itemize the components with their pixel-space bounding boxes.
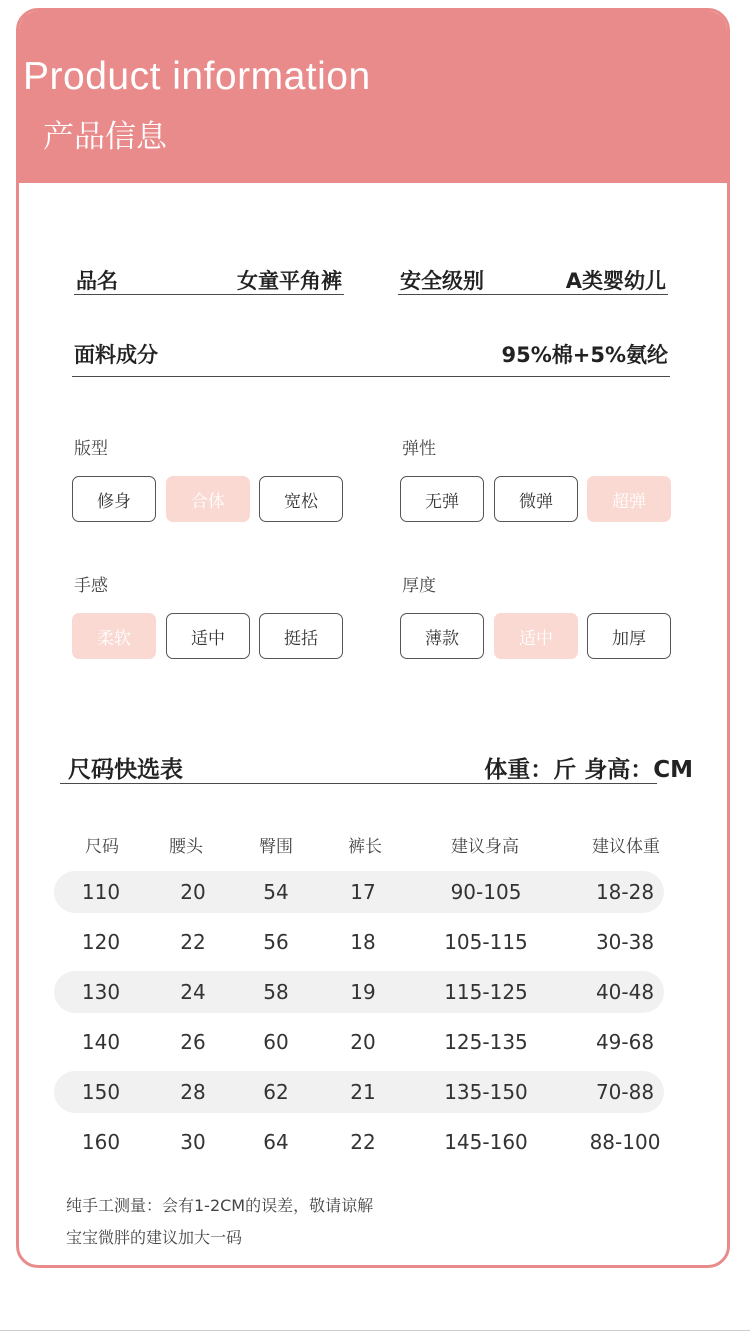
spec-label: 面料成分 bbox=[74, 343, 158, 367]
cell-height: 115-125 bbox=[444, 980, 528, 1004]
header-waist: 腰头 bbox=[169, 837, 203, 857]
cell-waist: 26 bbox=[180, 1030, 206, 1054]
table-row bbox=[54, 921, 664, 963]
thickness-option-medium[interactable]: 适中 bbox=[494, 613, 578, 659]
elasticity-option-none[interactable]: 无弹 bbox=[400, 476, 484, 522]
cell-length: 22 bbox=[350, 1130, 376, 1154]
cell-hip: 64 bbox=[263, 1130, 289, 1154]
feel-option-crisp[interactable]: 挺括 bbox=[259, 613, 343, 659]
fit-option-slim[interactable]: 修身 bbox=[72, 476, 156, 522]
cell-size: 160 bbox=[81, 1130, 121, 1154]
cell-height: 145-160 bbox=[444, 1130, 528, 1154]
spec-value: 女童平角裤 bbox=[237, 269, 342, 293]
spec-fabric bbox=[72, 339, 670, 377]
header-length: 裤长 bbox=[348, 837, 382, 857]
elasticity-option-slight[interactable]: 微弹 bbox=[494, 476, 578, 522]
elasticity-label: 弹性 bbox=[402, 439, 436, 459]
cell-length: 20 bbox=[350, 1030, 376, 1054]
divider bbox=[0, 1330, 750, 1331]
table-row bbox=[54, 1021, 664, 1063]
size-table-title: 尺码快选表 bbox=[68, 757, 183, 783]
cell-weight: 88-100 bbox=[589, 1130, 661, 1154]
cell-weight: 49-68 bbox=[595, 1030, 655, 1054]
feel-option-soft[interactable]: 柔软 bbox=[72, 613, 156, 659]
cell-size: 110 bbox=[81, 880, 121, 904]
cell-weight: 70-88 bbox=[595, 1080, 655, 1104]
table-row bbox=[54, 1121, 664, 1163]
spec-product-name bbox=[74, 265, 344, 295]
feel-option-medium[interactable]: 适中 bbox=[166, 613, 250, 659]
spec-label: 安全级别 bbox=[400, 269, 484, 293]
table-row bbox=[54, 871, 664, 913]
cell-waist: 22 bbox=[180, 930, 206, 954]
sizing-tip: 宝宝微胖的建议加大一码 bbox=[66, 1228, 243, 1247]
thickness-option-thick[interactable]: 加厚 bbox=[587, 613, 671, 659]
cell-size: 150 bbox=[81, 1080, 121, 1104]
cell-length: 21 bbox=[350, 1080, 376, 1104]
cell-waist: 24 bbox=[180, 980, 206, 1004]
cell-weight: 40-48 bbox=[595, 980, 655, 1004]
thickness-label: 厚度 bbox=[402, 576, 436, 596]
cell-length: 17 bbox=[350, 880, 376, 904]
divider bbox=[60, 783, 657, 784]
cell-waist: 28 bbox=[180, 1080, 206, 1104]
cell-height: 135-150 bbox=[444, 1080, 528, 1104]
cell-height: 105-115 bbox=[444, 930, 528, 954]
header-height: 建议身高 bbox=[451, 837, 519, 857]
cell-height: 125-135 bbox=[444, 1030, 528, 1054]
cell-waist: 20 bbox=[180, 880, 206, 904]
header-weight: 建议体重 bbox=[592, 837, 660, 857]
table-row bbox=[54, 1071, 664, 1113]
cell-hip: 60 bbox=[263, 1030, 289, 1054]
fit-label: 版型 bbox=[74, 439, 108, 459]
elasticity-option-super[interactable]: 超弹 bbox=[587, 476, 671, 522]
thickness-option-thin[interactable]: 薄款 bbox=[400, 613, 484, 659]
cell-height: 90-105 bbox=[450, 880, 522, 904]
header-size: 尺码 bbox=[85, 837, 119, 857]
measurement-note: 纯手工测量：会有1-2CM的误差，敬请谅解 bbox=[66, 1196, 374, 1215]
cell-size: 140 bbox=[81, 1030, 121, 1054]
cell-length: 19 bbox=[350, 980, 376, 1004]
spec-safety-level bbox=[398, 265, 668, 295]
cell-waist: 30 bbox=[180, 1130, 206, 1154]
spec-value: 95%棉+5%氨纶 bbox=[501, 343, 668, 367]
fit-option-loose[interactable]: 宽松 bbox=[259, 476, 343, 522]
size-table-units: 体重：斤 身高：CM bbox=[484, 757, 693, 783]
fit-option-regular[interactable]: 合体 bbox=[166, 476, 250, 522]
spec-value: A类婴幼儿 bbox=[565, 269, 666, 293]
cell-length: 18 bbox=[350, 930, 376, 954]
cell-size: 120 bbox=[81, 930, 121, 954]
cell-weight: 30-38 bbox=[595, 930, 655, 954]
spec-label: 品名 bbox=[76, 269, 118, 293]
cell-hip: 62 bbox=[263, 1080, 289, 1104]
feel-label: 手感 bbox=[74, 576, 108, 596]
cell-weight: 18-28 bbox=[595, 880, 655, 904]
cell-hip: 58 bbox=[263, 980, 289, 1004]
table-row bbox=[54, 971, 664, 1013]
header-hip: 臀围 bbox=[259, 837, 293, 857]
header-banner bbox=[19, 11, 727, 183]
cell-size: 130 bbox=[81, 980, 121, 1004]
cell-hip: 56 bbox=[263, 930, 289, 954]
title-chinese: 产品信息 bbox=[43, 119, 167, 155]
title-english: Product information bbox=[23, 55, 371, 98]
cell-hip: 54 bbox=[263, 880, 289, 904]
